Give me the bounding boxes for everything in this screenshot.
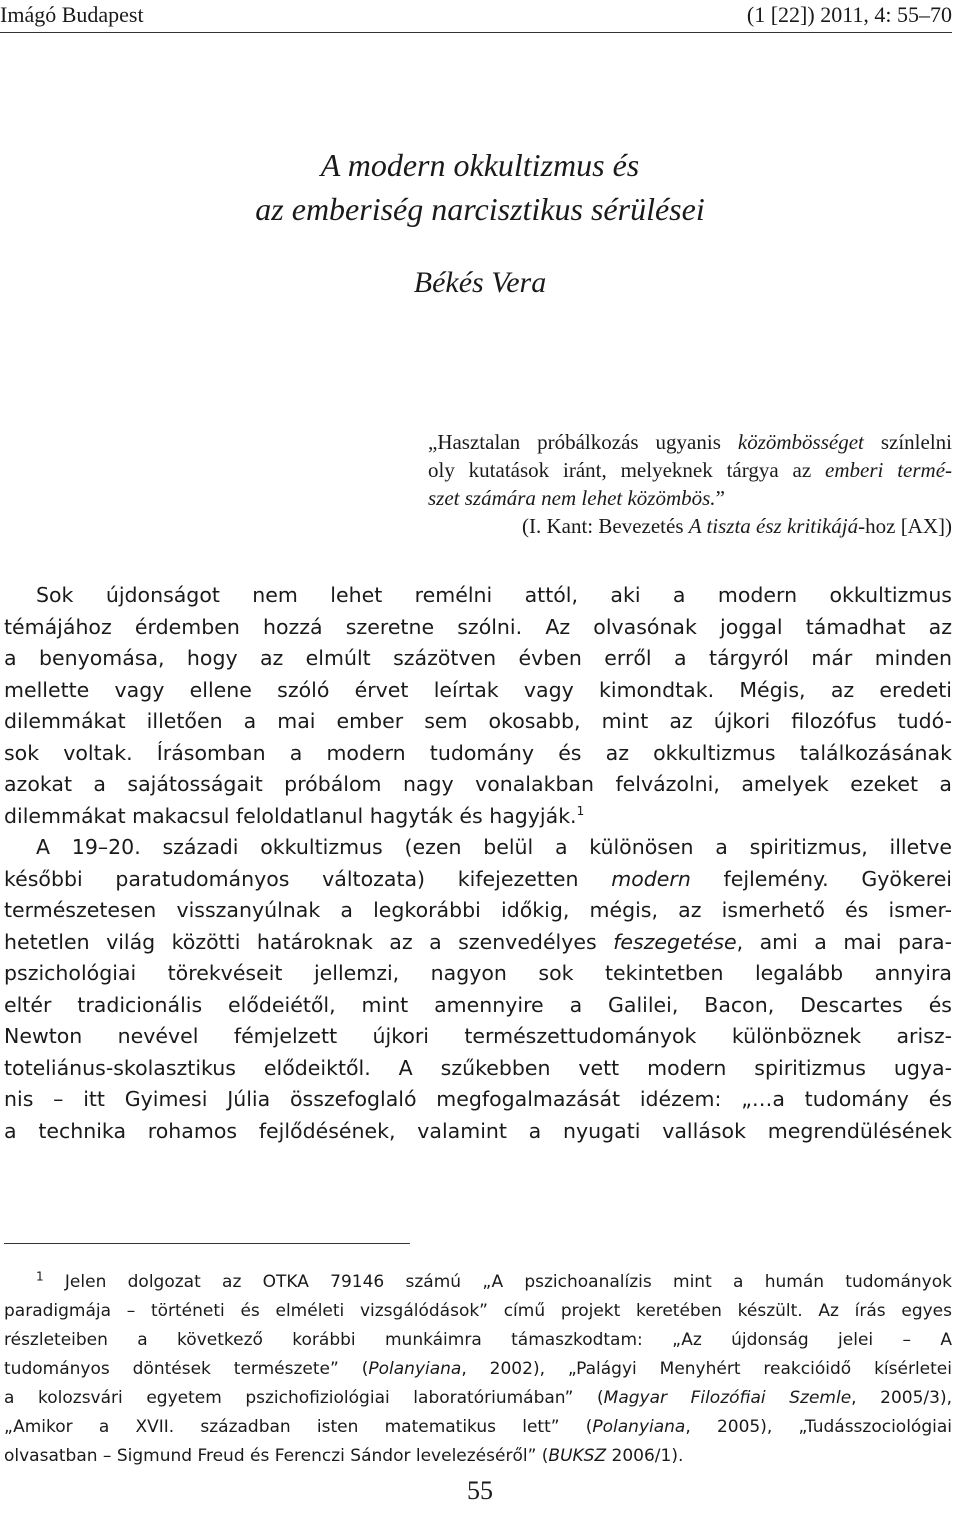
epigraph-source: (I. Kant: Bevezetés A tiszta ész kritikájá-hoz [AX]) xyxy=(521,514,952,538)
text-line: eltér tradicionális elődeiétől, mint amennyire a Galilei, Bacon, Descartes és xyxy=(4,992,952,1017)
text-line: azokat a sajátosságait próbálom nagy vonalakban felvázolni, amelyek ezeket a xyxy=(4,772,952,796)
footnote-number: 1 xyxy=(36,1269,44,1284)
text-line: dilemmákat makacsul feloldatlanul hagyták és hagyják.$^1$ xyxy=(4,803,585,828)
text-line: Sok újdonságot nem lehet remélni attól, aki a modern okkultizmus xyxy=(36,583,952,607)
footnote-line: részleteiben a következő korábbi munkáimra támaszkodtam: „Az újdonság jelei – A xyxy=(4,1330,952,1350)
text-line: természetesen visszanyúlnak a legkorábbi időkig, mégis, az ismerhető és ismer- xyxy=(4,898,952,922)
text-line: toteliánus-skolasztikus elődeiktől. A szűkebben vett modern spiritizmus ugya- xyxy=(4,1055,952,1080)
text-line: a technika rohamos fejlődésének, valamint a nyugati vallások megrendülésének xyxy=(4,1118,952,1143)
text-line: későbbi paratudományos változata) kifejezetten modern fejlemény. Gyökerei xyxy=(4,866,952,891)
footnote-line: „Amikor a XVII. században isten matematikus lett” (Polanyiana, 2005), „Tudásszociológiai xyxy=(4,1417,952,1437)
footnote-line: olvasatban – Sigmund Freud és Ferenczi Sándor levelezéséről” (BUKSZ 2006/1). xyxy=(4,1446,684,1466)
text-line: mellette vagy ellene szóló érvet leírtak vagy kimondtak. Mégis, az eredeti xyxy=(4,677,952,702)
citation-info: (1 [22]) 2011, 4: 55–70 xyxy=(746,2,952,27)
main-text xyxy=(4,580,952,1147)
text-line: nis – itt Gyimesi Júlia összefoglaló megfogalmazását idézem: „…a tudomány és xyxy=(4,1087,952,1111)
text-line: a benyomása, hogy az elmúlt százötven évben erről a tárgyról már minden xyxy=(4,646,952,670)
epigraph-line: oly kutatások iránt, melyeknek tárgya az emberi termé- xyxy=(428,458,953,482)
footnote-line: tudományos döntések természete” (Polanyiana, 2002), „Palágyi Menyhért reakcióidő kísérletei xyxy=(4,1359,952,1379)
text-line: témájához érdemben hozzá szeretne szólni. Az olvasónak joggal támadhat az xyxy=(4,614,952,639)
text-line: dilemmákat illetően a mai ember sem okosabb, mint az újkori filozófus tudó- xyxy=(4,709,952,733)
text-line: sok voltak. Írásomban a modern tudomány és az okkultizmus találkozásának xyxy=(4,740,952,765)
author-name: Békés Vera xyxy=(413,266,547,299)
article-title-line-2: az emberiség narcisztikus sérülései xyxy=(255,191,705,227)
page-number: 55 xyxy=(467,1476,493,1505)
journal-name: Imágó Budapest xyxy=(0,2,144,27)
footnote-line: a kolozsvári egyetem pszichofiziológiai laboratóriumában” (Magyar Filozófiai Szemle, 2005/3), xyxy=(4,1388,952,1408)
footnote-line: $^1$ Jelen dolgozat az OTKA 79146 számú „A pszichoanalízis mint a humán tudományok xyxy=(36,1269,952,1292)
text-line: Newton nevével fémjelzett újkori természettudományok különböznek arisz- xyxy=(4,1024,952,1048)
epigraph xyxy=(428,428,952,540)
text-line: A 19–20. századi okkultizmus (ezen belül a különösen a spiritizmus, illetve xyxy=(36,835,952,859)
epigraph-line: „Hasztalan próbálkozás ugyanis közömbösséget színlelni xyxy=(428,430,952,454)
epigraph-line: szet számára nem lehet közömbös.” xyxy=(428,486,725,510)
running-header xyxy=(0,2,952,33)
text-line: hetetlen világ közötti határoknak az a szenvedélyes feszegetése, ami a mai para- xyxy=(4,929,952,954)
article-title-line-1: A modern okkultizmus és xyxy=(320,147,640,183)
footnote-line: paradigmája – történeti és elméleti vizsgálódások” című projekt keretében készült. Az írás egyes xyxy=(4,1301,952,1321)
footnote-divider xyxy=(4,1243,410,1244)
footnote xyxy=(4,1268,952,1471)
footnote-ref[interactable]: 1 xyxy=(576,803,585,818)
text-line: pszichológiai törekvéseit jellemzi, nagyon sok tekintetben legalább annyira xyxy=(4,961,952,985)
